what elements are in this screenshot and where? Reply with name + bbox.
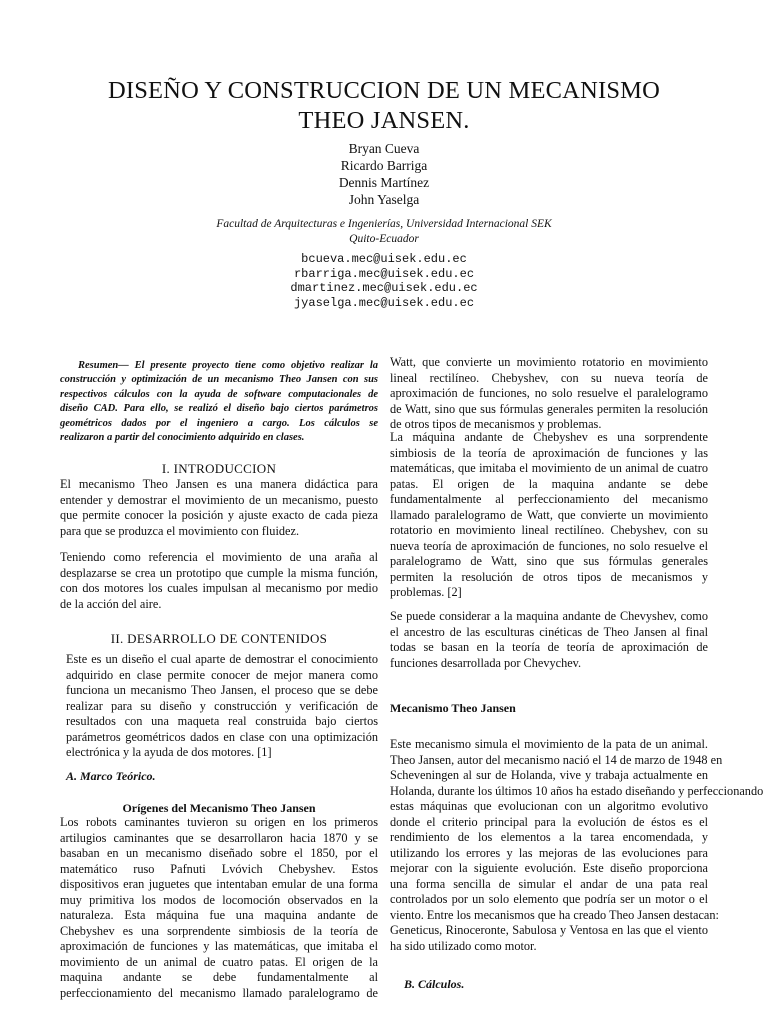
paragraph-line: basaban en un mecanismo diseñado sobre el 1850, por el xyxy=(60,846,378,860)
mecanismo-paragraph xyxy=(390,737,764,954)
paragraph-line: Geneticus, Rinoceronte, Sabulosa y Ventosa en las que el viento xyxy=(390,923,708,937)
section-heading-desarrollo: II. DESARROLLO DE CONTENIDOS xyxy=(110,631,328,646)
paragraph-line: realizar para su diseño y construcción y verificación de xyxy=(66,698,378,713)
title-line: DISEÑO Y CONSTRUCCION DE UN MECANISMO xyxy=(107,77,661,104)
paragraph-line: rendimiento de los elementos a la tarea encomendada, y xyxy=(390,830,708,844)
author-list xyxy=(0,140,768,208)
paragraph-line: Chebyshev es una sorprendente simbiosis de la teoría de xyxy=(60,923,378,938)
paragraph-line: Los robots caminantes tuvieron su origen en los primeros xyxy=(60,815,378,829)
paragraph-line: adquirido en clase permite conocer de mejor manera como xyxy=(66,667,378,682)
paragraph-line: La máquina andante de Chebyshev es una sorprendente xyxy=(390,430,708,444)
paragraph-line: ha sido utilizado como motor. xyxy=(390,938,537,953)
author-name: Dennis Martínez xyxy=(338,175,430,190)
paragraph-line: simbiosis de la teoría de aproximación de funciones y las xyxy=(390,445,708,460)
abstract-line: Resumen— El presente proyecto tiene como objetivo realizar la xyxy=(78,360,378,371)
subheading-origenes: Orígenes del Mecanismo Theo Jansen xyxy=(122,801,316,815)
paragraph-line: llamado paralelogramo de Watt, que convierte un movimiento xyxy=(390,507,708,522)
abstract-line: realizaron a partir del conocimiento adquirido en clases. xyxy=(60,432,305,444)
paragraph-line: para que se produzca el movimiento con fluidez. xyxy=(60,523,300,538)
paragraph-line: Scheveningen al sur de Holanda, vive y trabaja actualmente en xyxy=(390,768,708,782)
paragraph-line: electrónica y la ayuda de dos motores. [1] xyxy=(66,745,272,759)
paragraph-line: naturaleza. Esta máquina fue una maquina andante de xyxy=(60,908,378,922)
paragraph-line: Este mecanismo simula el movimiento de la pata de un animal. xyxy=(390,737,708,751)
right-paragraph-1 xyxy=(390,355,708,433)
right-paragraph-3 xyxy=(390,609,708,671)
paragraph-line: aproximación de funciones y las matemáticas, que imitaba el xyxy=(60,939,378,953)
paragraph-line: funciones desarrollada por Chevychev. xyxy=(390,655,582,670)
paragraph-line: permiten la resolución de otros tipos de mecanismos y xyxy=(390,569,708,584)
abstract-line: diseño CAD. Para ello, se realizó el diseño bajo ciertos parámetros xyxy=(60,403,378,415)
subsection-heading-calculos: B. Cálculos. xyxy=(404,977,465,991)
paragraph-line: desplazarse se crea un prototipo que cumple la misma función, xyxy=(60,565,378,580)
paragraph-line: muy primitiva los modos de locomoción observados en la xyxy=(60,892,378,907)
paragraph-line: Watt, que convierte un movimiento rotatorio en movimiento xyxy=(390,355,708,369)
email-address: dmartinez.mec@uisek.edu.ec xyxy=(290,281,478,295)
paragraph-line: nueva teoría de aproximación de funciones, no solo resuelve el xyxy=(390,538,708,553)
desarrollo-paragraph xyxy=(66,652,378,761)
paragraph-line: El mecanismo Theo Jansen es una manera didáctica para xyxy=(60,477,378,491)
paragraph-line: Teniendo como referencia el movimiento de una araña al xyxy=(60,550,378,564)
paragraph-line: fundamentalmente al perfeccionamiento del mecanismo xyxy=(390,492,708,506)
paragraph-line: problemas. [2] xyxy=(390,585,462,599)
right-paragraph-2 xyxy=(390,430,708,601)
paragraph-line: que permite conocer la posición y ajuste exacto de cada pieza xyxy=(60,508,378,522)
paragraph-line: estas máquinas que evolucionan con un algoritmo evolutivo xyxy=(390,799,708,813)
paragraph-line: entender y demostrar el movimiento de un mecanismo, puesto xyxy=(60,492,378,507)
subsection-heading-marco-teorico: A. Marco Teórico. xyxy=(66,769,156,783)
abstract-line: construcción y optimización de un mecanismo Theo Jansen con sus xyxy=(60,374,378,386)
paragraph-line: mejorar con la siguiente evolución. Este diseño proporciona xyxy=(390,861,708,875)
paragraph-line: rotatorio en movimiento lineal rectilíneo. Chebyshev, con su xyxy=(390,523,708,537)
email-list xyxy=(0,252,768,310)
paragraph-line: parámetros geométricos dados en clase con una optimización xyxy=(66,729,378,744)
paragraph-line: maquina andante se debe fundamentalmente al xyxy=(60,970,378,984)
paragraph-line: artilugios caminantes que se desarrollaron hacia 1870 y se xyxy=(60,830,378,845)
paragraph-line: matemáticas, que imitaba el movimiento de un animal de cuatro xyxy=(390,461,708,475)
subheading-mecanismo: Mecanismo Theo Jansen xyxy=(390,701,516,715)
paragraph-line: movimiento de un animal de cuatro patas. El origen de la xyxy=(60,954,378,969)
affiliation-line: Facultad de Arquitecturas e Ingenierías, Universidad Internacional SEK xyxy=(216,218,552,230)
paragraph-line: todas se basan en la teoría de teoría de aproximación de xyxy=(390,640,708,654)
paragraph-line: donde el criterio principal para la evolución de éstos es el xyxy=(390,814,708,829)
intro-paragraph-1 xyxy=(60,477,378,539)
paragraph-line: Este es un diseño el cual aparte de demostrar el conocimiento xyxy=(66,652,378,666)
affiliation xyxy=(0,217,768,247)
paragraph-line: perfeccionamiento del mecanismo llamado paralelogramo de xyxy=(60,985,378,1000)
paragraph-line: de la acción del aire. xyxy=(60,596,162,611)
paragraph-line: controlados por un solo elemento que podría ser un motor o el xyxy=(390,892,708,906)
paragraph-line: de otros tipos de mecanismos y problemas. xyxy=(390,417,602,431)
paragraph-line: lineal rectilíneo. Chebyshev, con su nueva teoría de xyxy=(390,370,708,385)
paragraph-line: Holanda, durante los últimos 10 años ha estado diseñando y perfeccionando xyxy=(390,783,764,798)
section-heading-introduccion: I. INTRODUCCION xyxy=(161,461,277,476)
abstract xyxy=(60,359,378,445)
paragraph-line: resultados con una maqueta real construida bajo ciertos xyxy=(66,714,378,728)
author-name: Ricardo Barriga xyxy=(340,158,428,173)
email-address: bcueva.mec@uisek.edu.ec xyxy=(301,252,467,266)
paragraph-line: matemático ruso Pafnuti Lvóvich Chebyshev. Estos xyxy=(60,861,378,876)
paragraph-line: Theo Jansen, autor del mecanismo nació el 14 de marzo de 1948 en xyxy=(390,752,723,767)
paragraph-line: funciona un mecanismo Theo Jansen, el proceso que se debe xyxy=(66,683,378,697)
origenes-paragraph xyxy=(60,815,378,1001)
author-name: John Yaselga xyxy=(348,192,420,207)
affiliation-line: Quito-Ecuador xyxy=(349,233,419,245)
paragraph-line: con dos motores los cuales impulsan al mecanismo por medio xyxy=(60,581,378,595)
intro-paragraph-2 xyxy=(60,550,378,612)
paragraph-line: dispositivos eran juguetes que intentaban emular de una forma xyxy=(60,877,378,891)
title-line: THEO JANSEN. xyxy=(298,107,470,134)
paragraph-line: patas. El origen de la maquina andante se debe xyxy=(390,476,708,491)
paragraph-line: aproximación de funciones, no solo resuelve el paralelogramo xyxy=(390,386,708,400)
paragraph-line: utilizando los errores y las mejoras de las evoluciones para xyxy=(390,845,708,860)
paragraph-line: viento. Entre los mecanismos que ha creado Theo Jansen destacan: xyxy=(390,907,719,922)
paper-title xyxy=(0,76,768,136)
paragraph-line: el ancestro de las esculturas cinéticas de Theo Jansen al final xyxy=(390,624,708,639)
paragraph-line: Se puede considerar a la maquina andante de Chevyshev, como xyxy=(390,609,708,623)
paragraph-line: de Watt, sino que sus fórmulas generales permiten la resolución xyxy=(390,401,708,416)
paragraph-line: una forma sencilla de simular el andar de una pata real xyxy=(390,876,708,891)
abstract-line: respectivos cálculos con la ayuda de software computacionales de xyxy=(60,388,378,400)
abstract-line: geométricos dados por el ingeniero a cargo. Los cálculos se xyxy=(60,417,378,429)
paragraph-line: paralelogramo de Watt, sino que sus fórmulas generales xyxy=(390,554,708,568)
author-name: Bryan Cueva xyxy=(348,141,420,156)
email-address: jyaselga.mec@uisek.edu.ec xyxy=(293,295,475,310)
email-address: rbarriga.mec@uisek.edu.ec xyxy=(293,266,475,281)
